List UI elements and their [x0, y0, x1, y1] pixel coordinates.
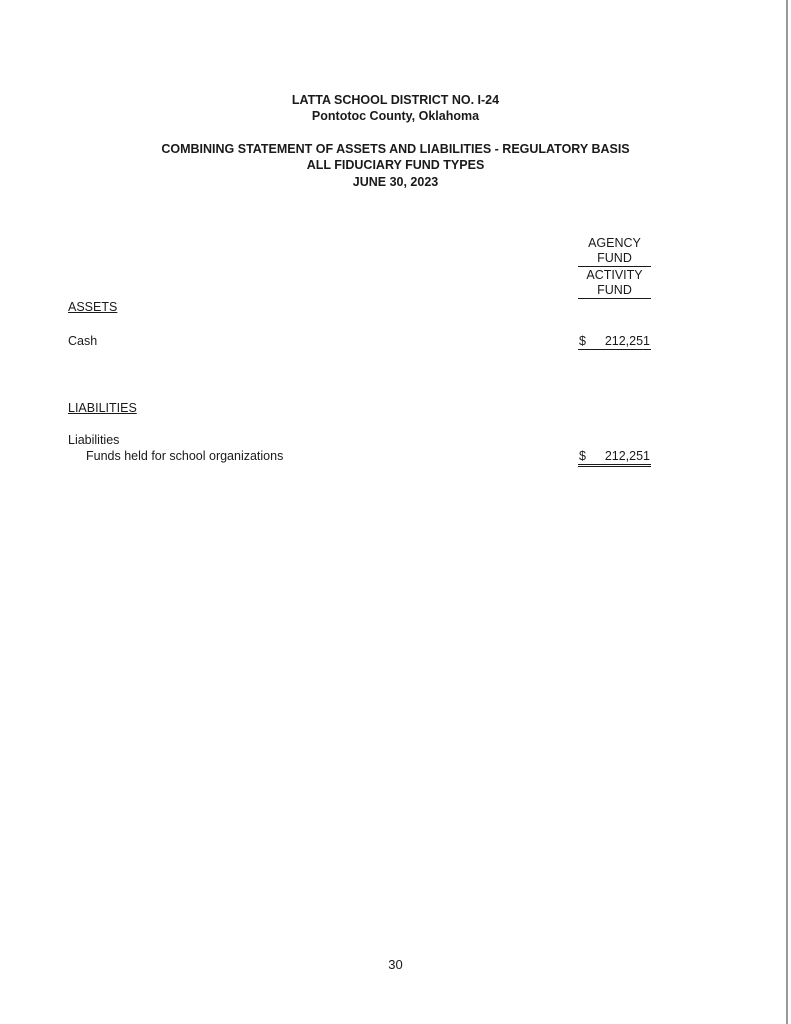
- cash-label: Cash: [68, 334, 98, 348]
- assets-heading: ASSETS: [68, 300, 118, 314]
- fund-types-title: ALL FIDUCIARY FUND TYPES: [306, 158, 485, 172]
- funds-held-label: Funds held for school organizations: [86, 449, 284, 463]
- column-header-activity: ACTIVITY: [586, 268, 643, 282]
- statement-title: COMBINING STATEMENT OF ASSETS AND LIABILITIES - REGULATORY BASIS: [161, 142, 630, 156]
- cash-amount: [578, 334, 651, 350]
- column-header-agency: AGENCY: [588, 236, 641, 250]
- cash-currency: $: [579, 334, 586, 348]
- funds-held-value: 212,251: [604, 449, 650, 463]
- funds-held-currency: $: [579, 449, 586, 463]
- funds-held-amount: [578, 449, 651, 467]
- column-header-fund: FUND: [578, 251, 651, 267]
- page-number: 30: [388, 957, 403, 972]
- statement-date: JUNE 30, 2023: [352, 175, 439, 189]
- county-subtitle: Pontotoc County, Oklahoma: [311, 109, 480, 123]
- cash-value: 212,251: [604, 334, 650, 348]
- liabilities-heading: LIABILITIES: [68, 401, 137, 415]
- column-header-activity-fund: FUND: [578, 283, 651, 299]
- liabilities-group-label: Liabilities: [68, 433, 120, 447]
- district-title: LATTA SCHOOL DISTRICT NO. I-24: [291, 93, 500, 107]
